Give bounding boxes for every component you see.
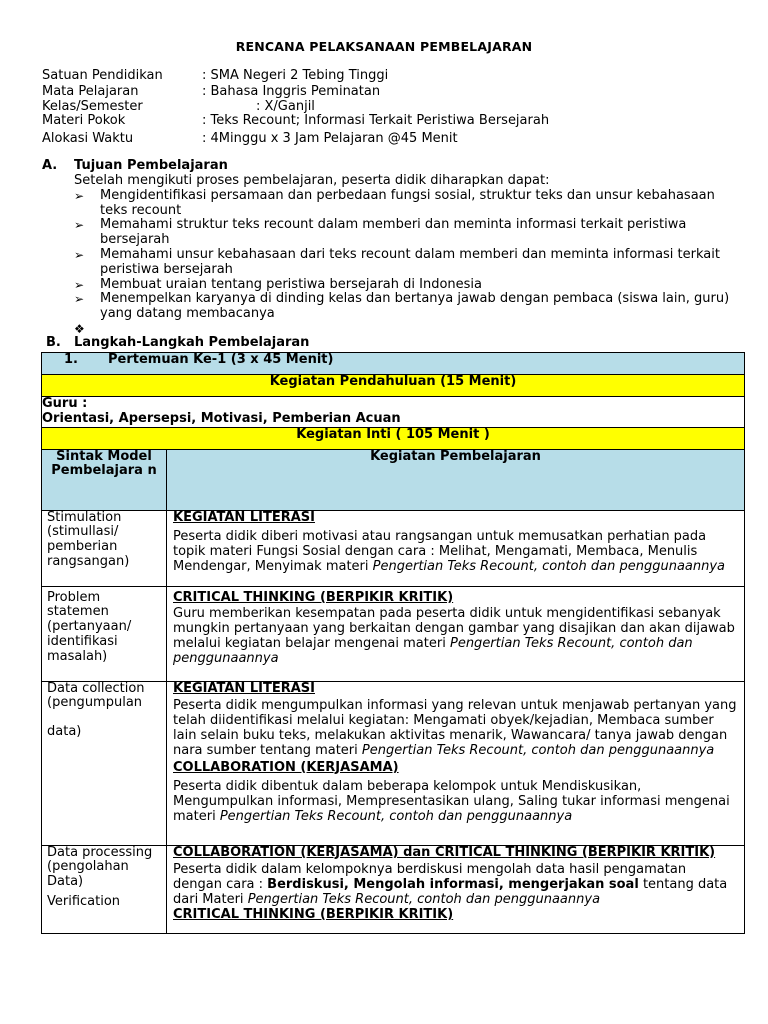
syntax-cell: Problem statemen (pertanyaan/ identifikasi masalah) xyxy=(42,586,167,681)
column-header-syntax: Sintak Model Pembelajara n xyxy=(42,449,167,510)
activity-text-italic: Pengertian Teks Recount, contoh dan penggunaannya xyxy=(361,742,715,758)
list-item-text: Menempelkan karyanya di dinding kelas dan bertanya jawab dengan pembaca (siswa lain, guru) yang datang membacanya xyxy=(100,291,730,322)
table-row xyxy=(42,510,745,586)
arrow-bullet-icon: ➢ xyxy=(74,277,85,292)
activity-text xyxy=(173,699,738,758)
section-b-title: Langkah-Langkah Pembelajaran xyxy=(74,335,310,350)
table-row xyxy=(42,427,745,449)
activity-text-italic: Pengertian Teks Recount, contoh dan penggunaannya xyxy=(372,558,726,574)
activity-text xyxy=(173,863,738,907)
activity-text-bold: Berdiskusi, Mengolah informasi, mengerjakan soal xyxy=(267,877,639,893)
activity-title: COLLABORATION (KERJASAMA) dan CRITICAL THINKING (BERPIKIR KRITIK) xyxy=(173,844,716,860)
diamond-bullet-icon: ❖ xyxy=(74,321,85,336)
arrow-bullet-icon: ➢ xyxy=(74,218,85,233)
list-item-text: Membuat uraian tentang peristiwa bersejarah di Indonesia xyxy=(100,276,482,292)
section-b-number: B. xyxy=(46,335,61,350)
activity-text-plain: Peserta didik mengumpulkan informasi yang relevan untuk menjawab pertanyan yang telah diidentifikasi melalui kegiatan: Mengamati obyek/kejadian, Membaca sumber lain selain buku teks, melakukan aktivitas menarik, Wawancara/ tanya jawab dengan nara sumber tentang materi xyxy=(173,698,737,758)
learning-steps-table xyxy=(41,352,745,934)
activity-text-plain: Peserta didik dalam kelompoknya berdiskusi mengolah data hasil pengamatan dengan cara : xyxy=(173,862,687,893)
identity-value: : 4Minggu x 3 Jam Pelajaran @45 Menit xyxy=(202,131,458,146)
syntax-cell xyxy=(42,845,167,933)
activity-text xyxy=(173,607,738,666)
identity-value: : Bahasa Inggris Peminatan xyxy=(202,83,381,99)
activity-text-plain: tentang data dari Materi xyxy=(173,877,728,907)
activity-title: KEGIATAN LITERASI xyxy=(173,680,315,696)
arrow-bullet-icon: ➢ xyxy=(74,292,85,307)
identity-value: : Teks Recount; Informasi Terkait Peristiwa Bersejarah xyxy=(202,113,550,128)
syntax-text: Data collection (pengumpulan xyxy=(47,680,145,711)
guru-label: Guru : xyxy=(42,396,88,411)
list-item-text: Mengidentifikasi persamaan dan perbedaan fungsi sosial, struktur teks dan unsur kebahasaan teks recount xyxy=(100,187,715,218)
meeting-header-cell xyxy=(42,353,745,375)
activity-title: CRITICAL THINKING (BERPIKIR KRITIK) xyxy=(173,906,454,922)
guru-text: Orientasi, Apersepsi, Motivasi, Pemberian Acuan xyxy=(42,410,401,426)
section-a-intro: Setelah mengikuti proses pembelajaran, peserta didik diharapkan dapat: xyxy=(74,173,550,188)
table-row xyxy=(42,397,745,428)
list-item xyxy=(42,292,732,322)
list-item xyxy=(42,218,732,248)
activity-text-plain: Guru memberikan kesempatan pada peserta didik untuk mengidentifikasi sebanyak mungkin pertanyaan yang berkaitan dengan gambar yang disajikan dan akan dijawab melalui kegiatan belajar mengenai materi xyxy=(173,606,735,651)
section-a-number: A. xyxy=(42,158,58,173)
section-a xyxy=(42,159,732,337)
syntax-cell: Stimulation (stimullasi/ pemberian rangsangan) xyxy=(42,510,167,586)
activity-text xyxy=(173,780,738,824)
list-item-text: Memahami unsur kebahasaan dari teks recount dalam memberi dan meminta informasi terkait peristiwa bersejarah xyxy=(100,246,720,277)
list-item xyxy=(42,189,732,219)
section-a-heading xyxy=(42,159,732,174)
activity-cell xyxy=(167,586,745,681)
activity-text-plain: Peserta didik diberi motivasi atau rangsangan untuk memusatkan perhatian pada topik materi Fungsi Sosial dengan cara : Melihat, Mengamati, Membaca, Menulis Mendengar, Menyimak materi xyxy=(173,529,707,574)
identity-label: Alokasi Waktu xyxy=(42,131,134,146)
activity-text xyxy=(173,530,738,574)
activity-title: COLLABORATION (KERJASAMA) xyxy=(173,759,399,775)
meeting-title: Pertemuan Ke-1 (3 x 45 Menit) xyxy=(108,352,334,367)
identity-label: Satuan Pendidikan xyxy=(42,68,163,83)
syntax-text: Data processing (pengolahan Data) xyxy=(47,844,153,890)
activity-text-italic: Pengertian Teks Recount, contoh dan penggunaannya xyxy=(219,808,573,824)
activity-title: KEGIATAN LITERASI xyxy=(173,509,315,525)
objectives-list xyxy=(42,189,732,337)
column-header-activity: Kegiatan Pembelajaran xyxy=(167,449,745,510)
core-activity-cell: Kegiatan Inti ( 105 Menit ) xyxy=(42,427,745,449)
table-header-row xyxy=(42,449,745,510)
table-row xyxy=(42,375,745,397)
activity-cell xyxy=(167,681,745,845)
identity-value: : X/Ganjil xyxy=(256,99,315,114)
activity-text-italic: Pengertian Teks Recount, contoh dan penggunaannya xyxy=(173,635,693,666)
syntax-text: Verification xyxy=(47,893,121,909)
document-title: RENCANA PELAKSANAAN PEMBELAJARAN xyxy=(235,39,533,54)
activity-cell xyxy=(167,510,745,586)
identity-label: Materi Pokok xyxy=(42,113,126,128)
table-row xyxy=(42,681,745,845)
syntax-text: data) xyxy=(47,724,82,740)
activity-title: CRITICAL THINKING (BERPIKIR KRITIK) xyxy=(173,589,454,605)
guru-cell xyxy=(42,397,745,428)
arrow-bullet-icon: ➢ xyxy=(74,188,85,203)
meeting-number: 1. xyxy=(64,352,78,367)
table-row xyxy=(42,845,745,933)
list-item xyxy=(42,248,732,278)
identity-label: Mata Pelajaran xyxy=(42,83,139,99)
intro-activity-cell: Kegiatan Pendahuluan (15 Menit) xyxy=(42,375,745,397)
section-a-title: Tujuan Pembelajaran xyxy=(74,158,228,173)
syntax-cell xyxy=(42,681,167,845)
activity-text-plain: Peserta didik dibentuk dalam beberapa kelompok untuk Mendiskusikan, Mengumpulkan informasi, Mempresentasikan ulang, Saling tukar informasi mengenai materi xyxy=(173,779,730,824)
identity-value: : SMA Negeri 2 Tebing Tinggi xyxy=(202,68,389,83)
arrow-bullet-icon: ➢ xyxy=(74,247,85,262)
table-row xyxy=(42,353,745,375)
list-item xyxy=(42,278,732,293)
identity-label: Kelas/Semester xyxy=(42,99,143,114)
list-item-text: Memahami struktur teks recount dalam memberi dan meminta informasi terkait peristiwa bersejarah xyxy=(100,217,687,248)
activity-text-italic: Pengertian Teks Recount, contoh dan penggunaannya xyxy=(247,891,601,907)
activity-cell xyxy=(167,845,745,933)
table-row xyxy=(42,586,745,681)
